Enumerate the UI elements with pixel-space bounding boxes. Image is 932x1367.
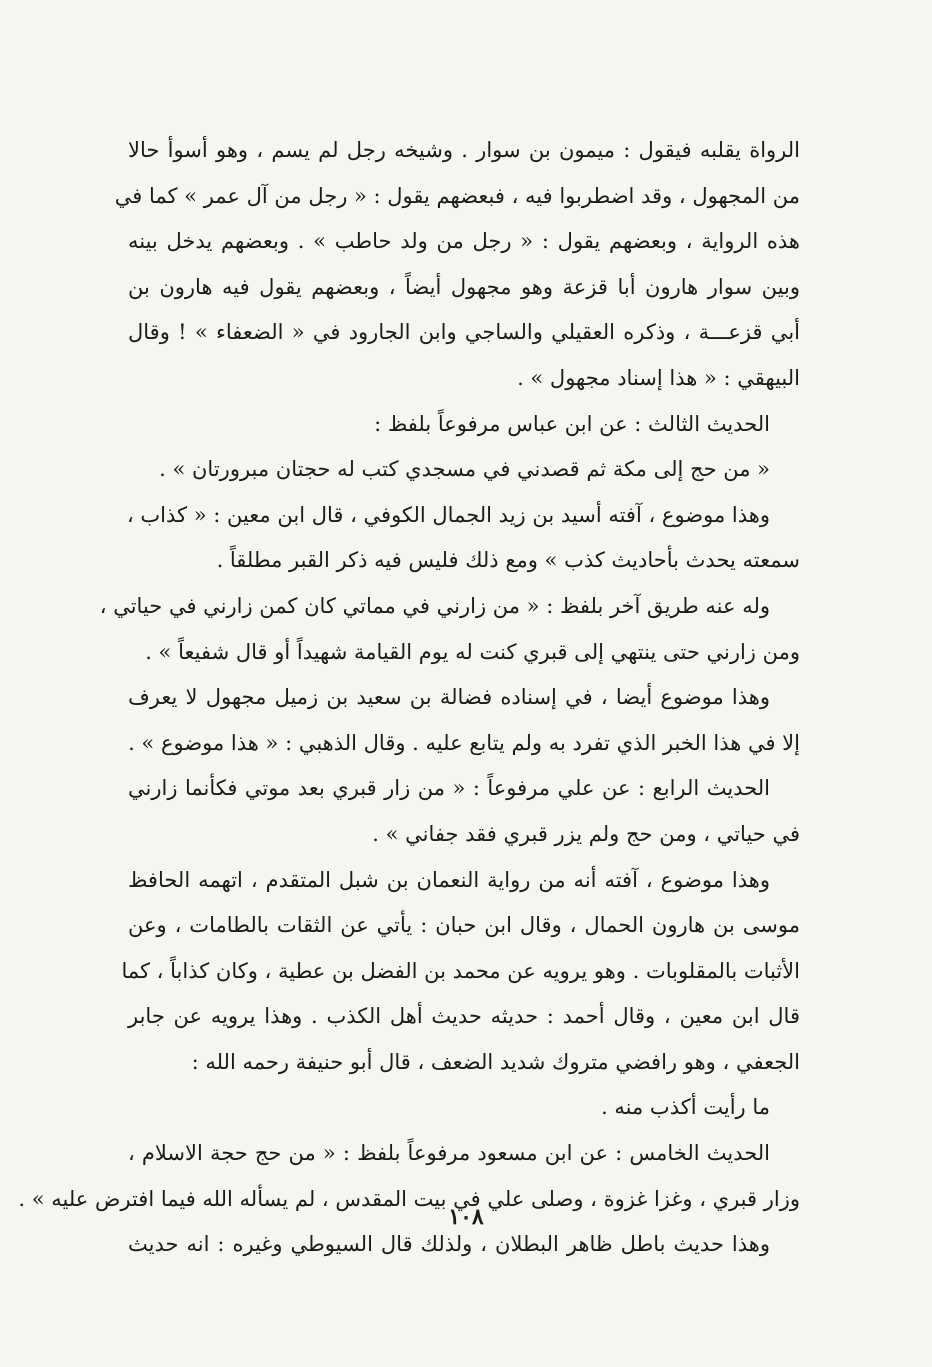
text-line: البيهقي : « هذا إسناد مجهول » . bbox=[517, 365, 800, 390]
text-line: قال ابن معين ، وقال أحمد : حديثه حديث أهل الكذب . وهذا يرويه عن جابر bbox=[128, 1004, 800, 1029]
body-text bbox=[18, 128, 800, 1268]
text-line: إلا في هذا الخبر الذي تفرد به ولم يتابع عليه . وقال الذهبي : « هذا موضوع » . bbox=[128, 730, 800, 755]
text-line: وبين سوار هارون أبا قزعة وهو مجهول أيضاً ، وبعضهم يقول فيه هارون بن bbox=[128, 274, 800, 299]
text-line: سمعته يحدث بأحاديث كذب » ومع ذلك فليس فيه ذكر القبر مطلقاً . bbox=[216, 548, 800, 573]
text-line: الجعفي ، وهو رافضي متروك شديد الضعف ، قال أبو حنيفة رحمه الله : bbox=[191, 1049, 800, 1074]
text-line: في حياتي ، ومن حج ولم يزر قبري فقد جفاني » . bbox=[372, 821, 800, 846]
section-heading: الحديث الثالث : عن ابن عباس مرفوعاً بلفظ : bbox=[374, 411, 770, 436]
text-line: الأثبات بالمقلوبات . وهو يرويه عن محمد بن الفضل بن عطية ، وكان كذاباً ، كما bbox=[121, 958, 800, 983]
text-line: وهذا موضوع أيضا ، في إسناده فضالة بن سعيد بن زميل مجهول لا يعرف bbox=[128, 685, 770, 710]
hadith-quote: « من حج إلى مكة ثم قصدني في مسجدي كتب له حجتان مبرورتان » . bbox=[159, 457, 770, 482]
text-line: ما رأيت أكذب منه . bbox=[601, 1095, 770, 1120]
text-line: وهذا موضوع ، آفته أنه من رواية النعمان بن شبل المتقدم ، اتهمه الحافظ bbox=[128, 867, 770, 892]
text-line: هذه الرواية ، وبعضهم يقول : « رجل من ولد حاطب » . وبعضهم يدخل بينه bbox=[128, 229, 800, 254]
text-line: ومن زارني حتى ينتهي إلى قبري كنت له يوم القيامة شهيداً أو قال شفيعاً » . bbox=[145, 639, 800, 664]
section-heading: الحديث الرابع : عن علي مرفوعاً : « من زار قبري بعد موتي فكأنما زارني bbox=[128, 776, 770, 801]
text-line: وهذا موضوع ، آفته أسيد بن زيد الجمال الكوفي ، قال ابن معين : « كذاب ، bbox=[126, 502, 770, 527]
text-line: الرواة يقلبه فيقول : ميمون بن سوار . وشيخه رجل لم يسم ، وهو أسوأ حالا bbox=[128, 138, 800, 162]
section-heading: الحديث الخامس : عن ابن مسعود مرفوعاً بلفظ : « من حج حجة الاسلام ، bbox=[128, 1141, 770, 1166]
page-number: ١٠٨ bbox=[448, 1204, 484, 1230]
text-line: وله عنه طريق آخر بلفظ : « من زارني في مماتي كان كمن زارني في حياتي ، bbox=[99, 593, 770, 618]
text-line: وزار قبري ، وغزا غزوة ، وصلى علي في بيت المقدس ، لم يسأله الله فيما افترض عليه » . bbox=[18, 1186, 800, 1211]
text-line: أبي قزعـــة ، وذكره العقيلي والساجي وابن الجارود في « الضعفاء » ! وقال bbox=[128, 320, 800, 345]
text-line: وهذا حديث باطل ظاهر البطلان ، ولذلك قال السيوطي وغيره : انه حديث bbox=[128, 1232, 770, 1257]
text-line: موسى بن هارون الحمال ، وقال ابن حبان : يأتي عن الثقات بالطامات ، وعن bbox=[128, 913, 800, 938]
text-line: من المجهول ، وقد اضطربوا فيه ، فبعضهم يقول : « رجل من آل عمر » كما في bbox=[114, 183, 800, 208]
